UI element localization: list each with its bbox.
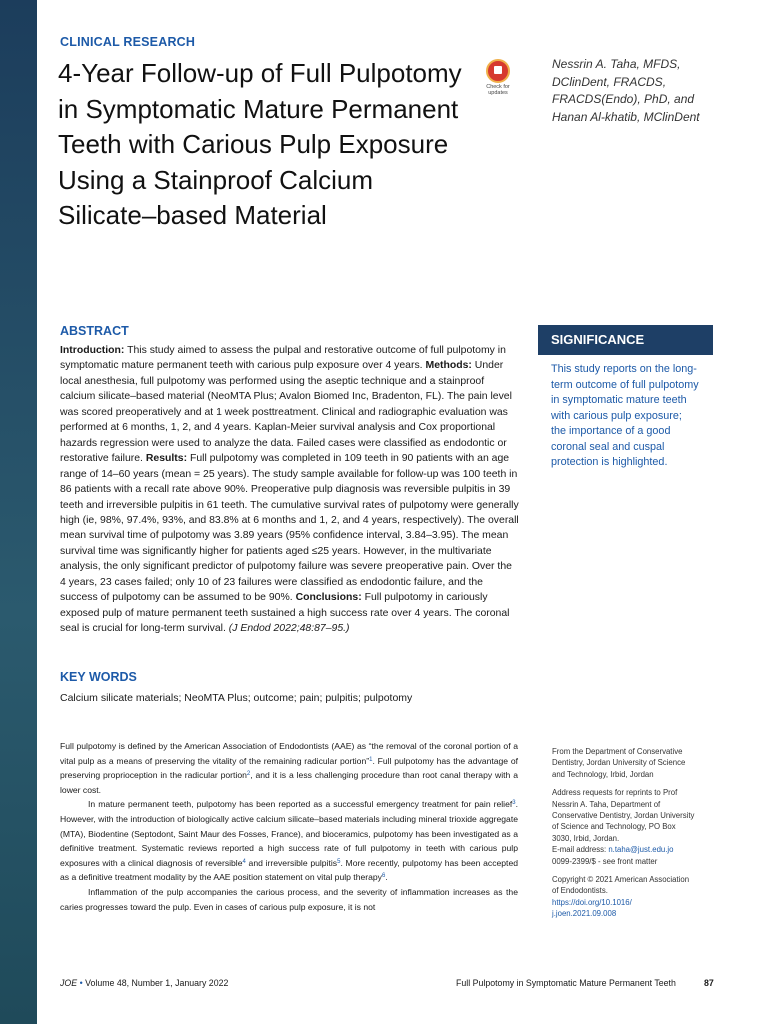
- body-paragraph-1: Full pulpotomy is defined by the American Association of Endodontists (AAE) as “the removal of the coronal portion of a vital pulp as a means of preserving the vitality of the remaining radicular portion”$^1$. Full pulpotomy has the advantage of preserving proprioception in the radicular portion$^2$, and it is a less challenging procedure than root canal therapy with a lower cost.: [60, 741, 518, 795]
- body-paragraph-2: In mature permanent teeth, pulpotomy has been reported as a successful emergency treatment for pain relief$^3$. However, with the introduction of biologically active calcium silicate–based materials including mineral trioxide aggregate (MTA), Biodentine (Septodont, Saint Maur des Fosses, France), and bioceramics, pulpotomy has been investigated as a definitive treatment. Systematic reviews reported a high success rate of full pulpotomy in teeth with carious pulp exposures with a clinical diagnosis of reversible$^4$ and irreversible pulpitis$^5$. More recently, pulpotomy has been accepted as a definitive treatment modality by the AAE position statement on vital pulp therapy$^6$.: [60, 799, 519, 883]
- address-line: of Science and Technology, PO Box: [552, 822, 676, 832]
- significance-line: in symptomatic mature teeth: [551, 394, 687, 406]
- intro-text: This study aimed to assess the pulpal and restorative outcome of full pulpotomy in symptomatic mature permanent teeth with carious pulp exposure over 4 years.: [60, 345, 506, 372]
- author-line: DClinDent, FRACDS,: [552, 74, 667, 89]
- issn-line: 0099-2399/$ - see front matter: [552, 856, 658, 866]
- reference-link[interactable]: 2: [246, 771, 251, 778]
- author-line: Nessrin A. Taha, MFDS,: [552, 57, 681, 71]
- abstract-body: [60, 343, 520, 637]
- doi-link[interactable]: https://doi.org/10.1016/: [552, 897, 632, 907]
- journal-sidebar-bar: [0, 0, 37, 1024]
- author-list: [552, 56, 752, 126]
- significance-text: [551, 362, 716, 471]
- reference-link[interactable]: 1: [369, 756, 373, 763]
- address-line: Nessrin A. Taha, Department of: [552, 799, 661, 809]
- body-text: [60, 739, 518, 914]
- article-title: 4-Year Follow-up of Full Pulpotomy in Symptomatic Mature Permanent Teeth with Carious Pulp Exposure Using a Stainproof Calcium Silicate–based Material: [58, 58, 462, 230]
- address-line: Address requests for reprints to Prof: [552, 788, 678, 798]
- results-text: Full pulpotomy was completed in 109 teeth in 90 patients with an age range of 14–60 years (mean = 25 years). The study sample available for follow-up was 100 teeth in 86 patients with a recall rate above 90%. Preoperative pulp diagnosis was reversible pulpitis in 39 teeth and irreversible pulpitis in 61 teeth. The cumulative survival rates of pulpotomy were generally high (ie, 98%, 97.4%, 93%, and 83.8% at 6 months and 1, 2, and 4 years, respectively). The overall mean survival time of pulpotomy was 3.89 years (95% confidence interval, 3.84–3.95). The mean survival time was significantly higher for patients aged ≤25 years. However, in the multivariate analysis, the only significant predictor of pulpotomy failure was severe preoperative pain. Over the 4 years, 23 cases failed; only 10 of 23 failures were classified as endodontic failure, and the success of pulpotomy can be assumed to be 90%.: [60, 453, 519, 604]
- significance-header: [538, 325, 713, 355]
- copyright-line: of Endodontists.: [552, 886, 608, 896]
- dept-line: and Technology, Irbid, Jordan: [552, 769, 654, 779]
- significance-line: coronal seal and cuspal: [551, 440, 665, 453]
- footer-bullet: •: [79, 978, 83, 988]
- author-line: FRACDS(Endo), PhD, and: [552, 92, 695, 106]
- reference-link[interactable]: 3: [512, 800, 516, 807]
- conclusions-text: Full pulpotomy in cariously exposed pulp of mature permanent teeth sustained a high success rate over 4 years. The coronal seal is crucial for long-term survival.: [60, 592, 510, 635]
- significance-line: with carious pulp exposure;: [551, 409, 682, 422]
- check-for-updates-badge[interactable]: [479, 59, 517, 97]
- conclusions-label: Conclusions:: [295, 592, 362, 604]
- email-line: E-mail address: n.taha@just.edu.jo: [552, 845, 674, 855]
- intro-label: Introduction:: [60, 345, 125, 356]
- address-line: 3030, Irbid, Jordan.: [552, 833, 620, 843]
- email-link[interactable]: n.taha@just.edu.jo: [608, 845, 674, 855]
- reference-link[interactable]: 5: [337, 858, 341, 865]
- journal-abbrev: JOE: [60, 978, 78, 988]
- dept-line: From the Department of Conservative: [552, 747, 683, 756]
- significance-line: the importance of a good: [551, 425, 671, 437]
- reference-link[interactable]: 4: [242, 858, 246, 865]
- copyright-line: Copyright © 2021 American Association: [552, 875, 690, 885]
- footer-journal-info: [60, 978, 228, 988]
- abstract-heading: ABSTRACT: [60, 324, 129, 338]
- body-paragraph-3: Inflammation of the pulp accompanies the carious process, and the severity of inflammation increases as the caries progresses toward the pulp. Even in cases of carious pulp exposure, it is not: [60, 886, 518, 912]
- running-title: Full Pulpotomy in Symptomatic Mature Permanent Teeth: [456, 978, 676, 988]
- affiliation-sidebar: [552, 746, 717, 920]
- reference-link[interactable]: 6: [381, 873, 386, 880]
- section-label: CLINICAL RESEARCH: [60, 35, 196, 49]
- abstract-citation: (J Endod 2022;48:87–95.): [228, 623, 350, 635]
- significance-line: term outcome of full pulpotomy: [551, 378, 699, 391]
- keywords-text: Calcium silicate materials; NeoMTA Plus; outcome; pain; pulpitis; pulpotomy: [60, 692, 413, 704]
- significance-line: protection is highlighted.: [551, 456, 668, 468]
- significance-line: This study reports on the long-: [551, 363, 697, 375]
- doi-link[interactable]: j.joen.2021.09.008: [552, 909, 617, 919]
- dept-line: Dentistry, Jordan University of Science: [552, 758, 686, 768]
- check-for-updates-icon: [486, 59, 510, 83]
- methods-text: Under local anesthesia, full pulpotomy was performed using the aseptic technique and a stainproof calcium silicate–based material (NeoMTA Plus; Avalon Biomed Inc, Bradenton, FL). The pain level was scored preoperatively and at 1 week posttreatment. Clinical and radiographic evaluation was performed at 6 months, 1, 2, and 4 years. Kaplan-Meier survival analysis and Cox proportional hazards regression were used to analyze the data. Failed cases were classified as endodontic or restorative failure.: [60, 360, 512, 465]
- badge-line-1: Check for: [486, 84, 510, 90]
- keywords-heading: KEY WORDS: [60, 670, 137, 684]
- volume-info: Volume 48, Number 1, January 2022: [82, 978, 229, 988]
- address-line: Conservative Dentistry, Jordan University: [552, 811, 695, 821]
- results-label: Results:: [145, 453, 188, 465]
- significance-heading: SIGNIFICANCE: [551, 332, 645, 347]
- author-line: Hanan Al-khatib, MClinDent: [552, 109, 700, 124]
- badge-line-2: updates: [488, 90, 508, 96]
- methods-label: Methods:: [425, 360, 472, 372]
- page-number: 87: [704, 978, 714, 988]
